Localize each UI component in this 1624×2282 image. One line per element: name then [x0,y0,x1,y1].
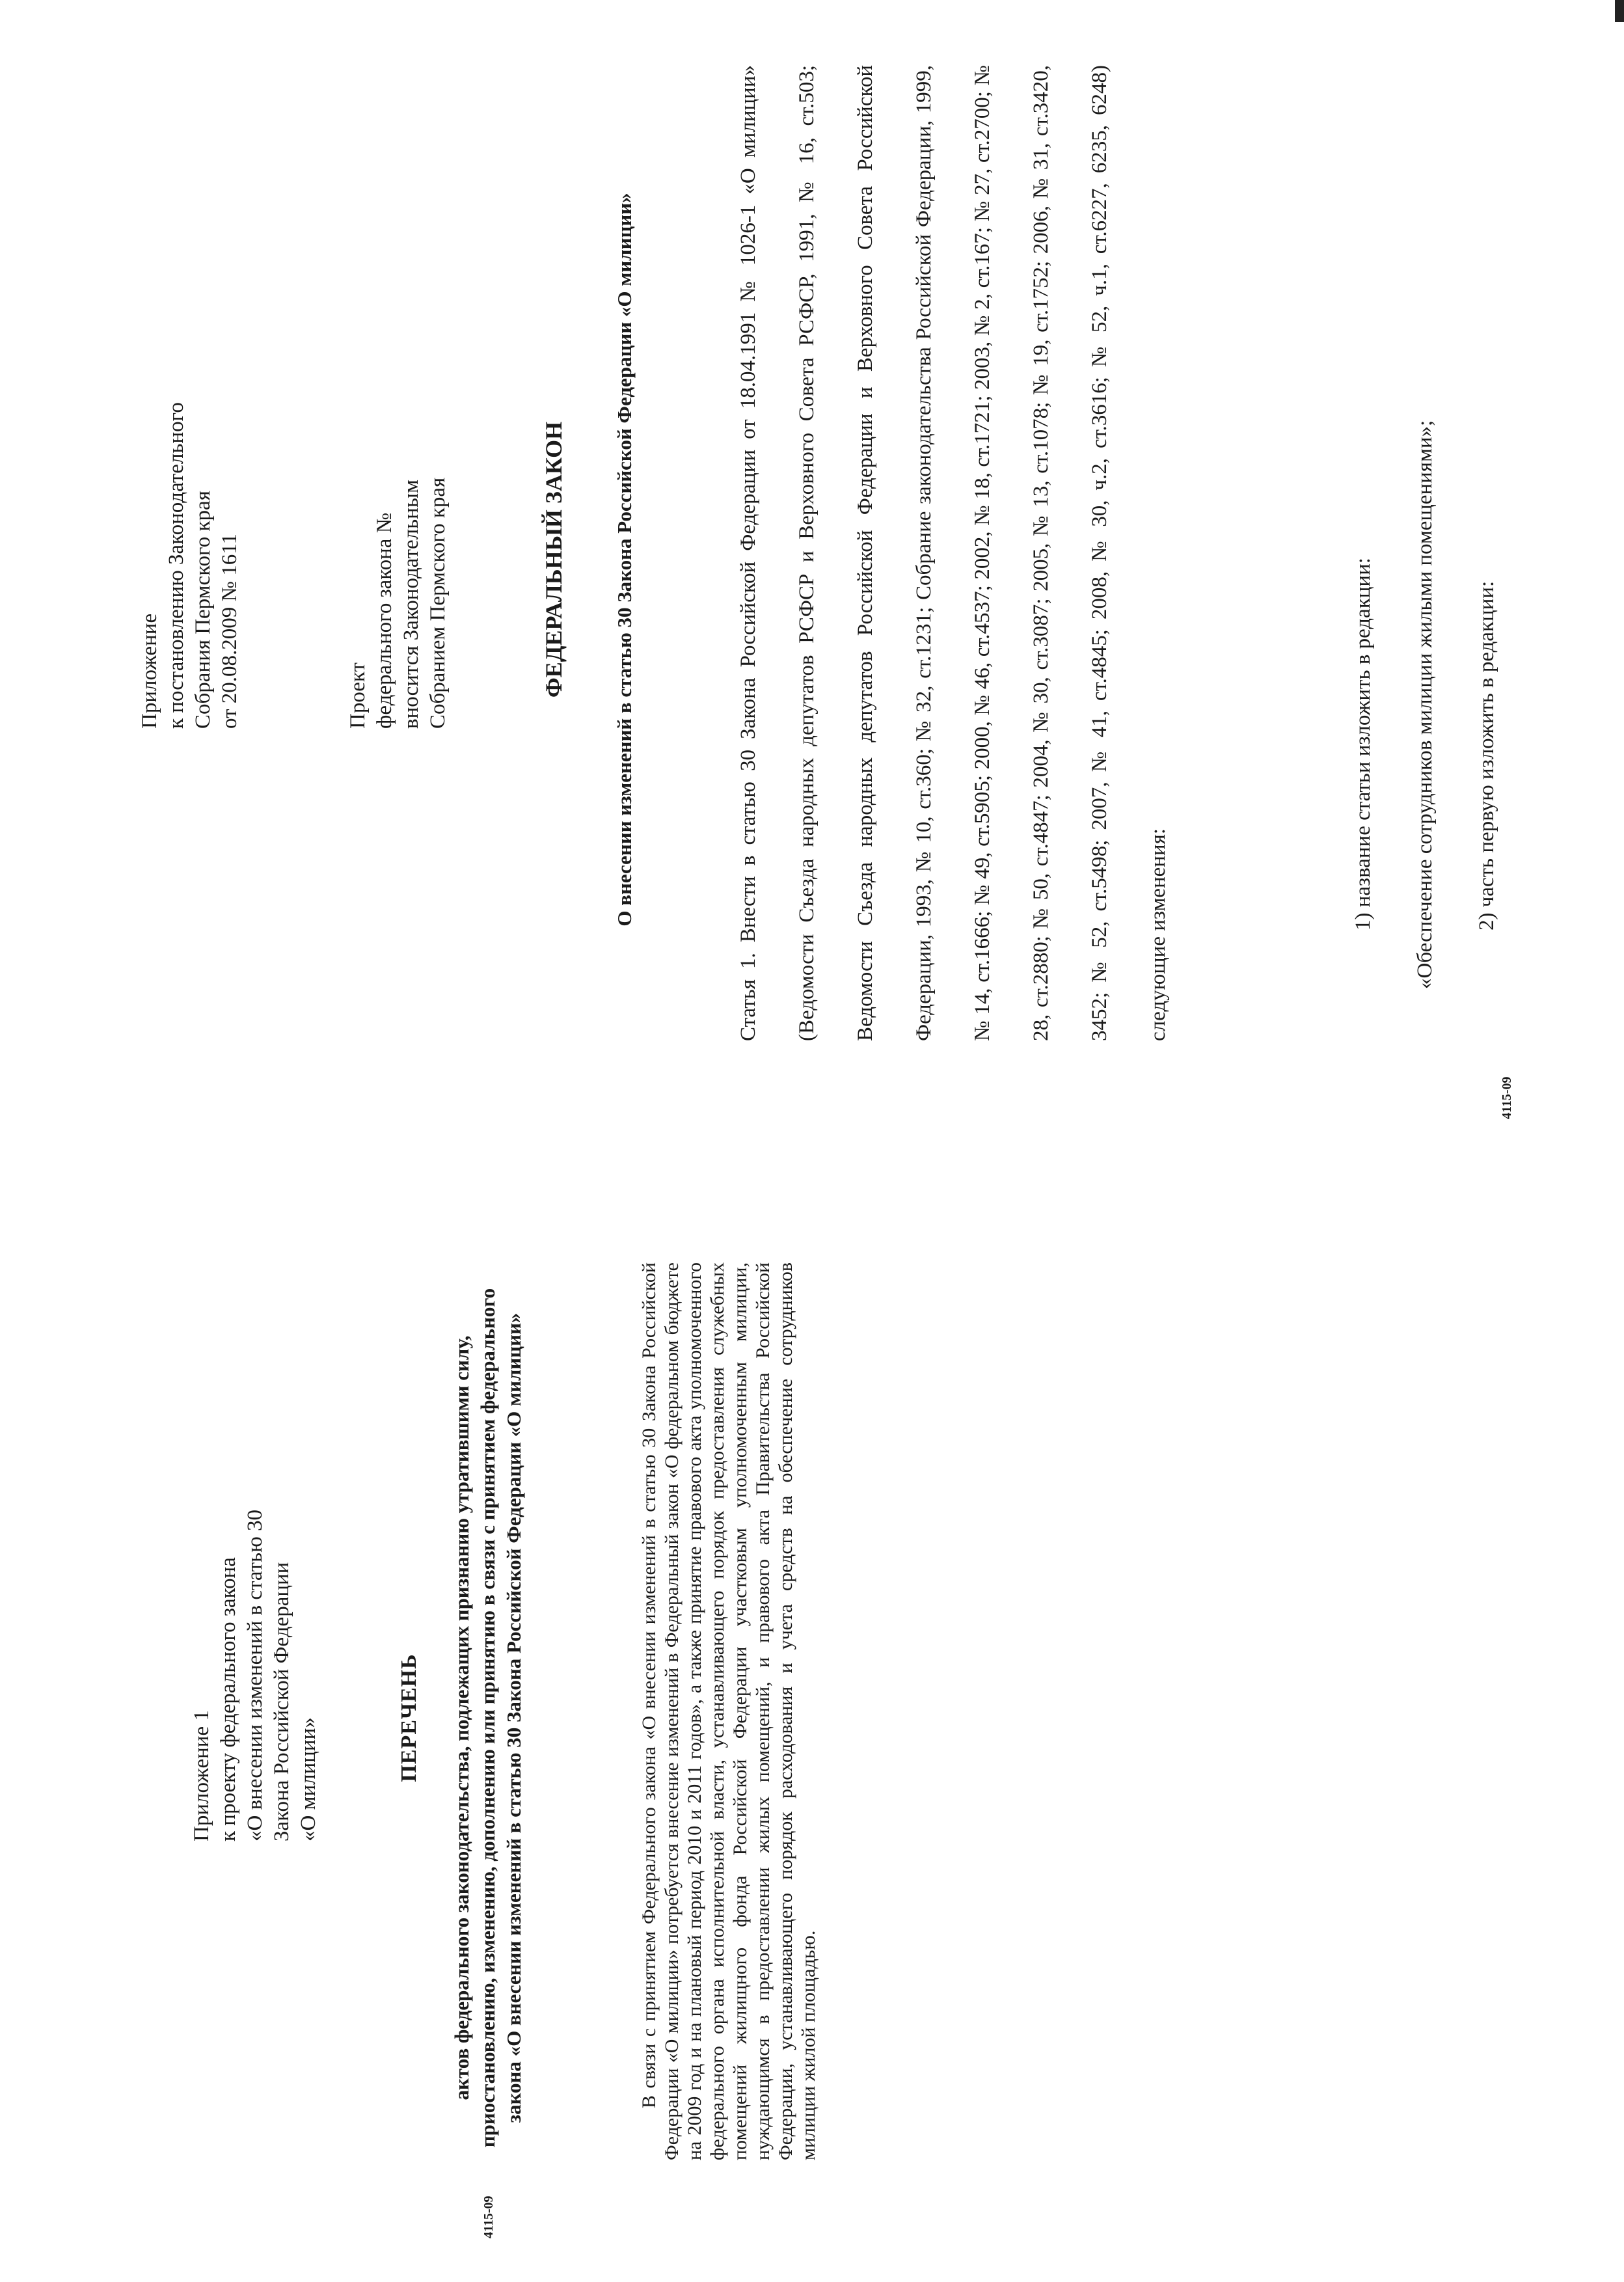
doc-code: 4115-09 [1500,1076,1514,1119]
draft-law-page [78,26,1529,1119]
amendment-item-1: 1) название статьи изложить в редакции: [1351,558,1375,930]
amendment-item-1-quote: «Обеспечение сотрудников милиции жилыми помещениями»; [1413,420,1437,989]
acts-list-page [78,1171,1529,2264]
law-title: ФЕДЕРАЛЬНЫЙ ЗАКОН [541,421,567,698]
list-subtitle: актов федерального законодательства, подлежащих признанию утратившими силу, приостановлению, изменению, дополнению или принятию в связи с принятием федерального закона «О внесении изменений в статью 30 Закона Российской Федерации «О милиции» [450,1288,525,2148]
article-1-text: Статья 1. Внести в статью 30 Закона Российской Федерации от 18.04.1991 № 1026-1 «О милиции» (Ведомости Съезда народных депутатов РСФСР и Верховного Совета РСФСР, 1991, № 16, ст.503; Ведомости Съезда народных депутатов Российской Федерации и Верховного Совета Российской Федерации, 1993, № 10, ст.360; № 32, ст.1231; Собрание законодательства Российской Федерации, 1999, № 14, ст.1666; № 49, ст.5905; 2000, № 46, ст.4537; 2002, № 18, ст.1721; 2003, № 2, ст.167; № 27, ст.2700; № 28, ст.2880; № 50, ст.4847; 2004, № 30, ст.3087; 2005, № 13, ст.1078; № 19, ст.1752; 2006, № 31, ст.3420, 3452; № 52, ст.5498; 2007, № 41, ст.4845; 2008, № 30, ч.2, ст.3616; № 52, ч.1, ст.6227, 6235, 6248) следующие изменения: [737,65,1170,1041]
scan-corner-mark [1615,0,1624,22]
appendix-resolution-label: Приложение к постановлению Законодательного Собрания Пермского края от 20.08.2009 № 1611 [138,402,241,729]
appendix-draft-label: Приложение 1 к проекту федерального закона «О внесении изменений в статью 30 Закона Российской Федерации «О милиции» [190,1510,320,1841]
amendment-item-2: 2) часть первую изложить в редакции: [1475,580,1498,930]
doc-code: 4115-09 [481,2195,496,2238]
list-title: ПЕРЕЧЕНЬ [397,1653,421,1782]
list-body-text: В связи с принятием Федерального закона «О внесении изменений в статью 30 Закона Российской Федерации «О милиции» потребуется внесение изменений в Федеральный закон «О федеральном бюджете на 2009 год и на плановый период 2010 и 2011 годов», а также принятие правового акта уполномоченного федерального органа исполнительной власти, устанавливающего порядок предоставления служебных помещений жилищного фонда Российской Федерации участковым уполномоченным милиции, нуждающимся в предоставлении жилых помещений, и правового акта Правительства Российской Федерации, устанавливающего порядок расходования и учета средств на обеспечение сотрудников милиции жилой площадью. [638,1262,819,2160]
law-subtitle: О внесении изменений в статью 30 Закона Российской Федерации «О милиции» [613,193,636,927]
project-label: Проект федерального закона № вносится Законодательным Собранием Пермского края [346,477,450,729]
